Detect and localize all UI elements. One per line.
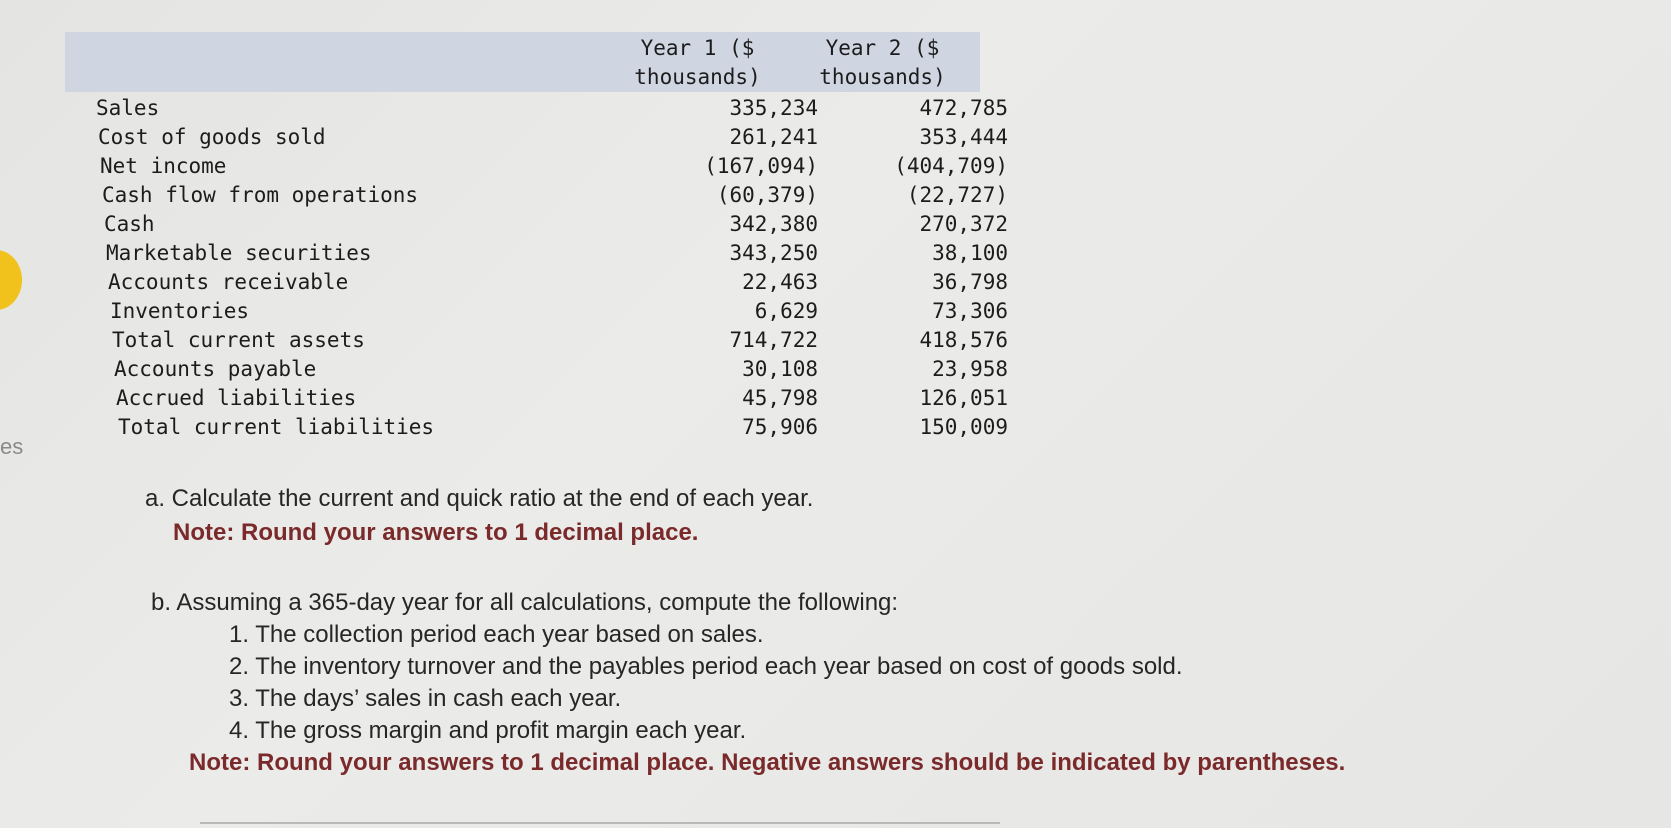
row-label: Cash flow from operations xyxy=(102,183,419,207)
row-label: Inventories xyxy=(110,299,250,323)
row-value-year1: 22,463 xyxy=(742,270,818,294)
question-b-item-3: 3. The days’ sales in cash each year. xyxy=(229,685,622,712)
row-label: Accounts payable xyxy=(114,357,317,381)
row-value-year2: 472,785 xyxy=(919,96,1008,120)
row-value-year1: (167,094) xyxy=(704,154,818,178)
row-value-year2: 38,100 xyxy=(932,241,1008,265)
question-b-item-4: 4. The gross margin and profit margin each year. xyxy=(229,717,747,744)
yellow-sticker xyxy=(0,250,22,310)
row-value-year2: 150,009 xyxy=(919,415,1008,439)
question-b-text: b. Assuming a 365-day year for all calculations, compute the following: xyxy=(151,589,899,616)
row-value-year1: 75,906 xyxy=(742,415,818,439)
row-label: Cost of goods sold xyxy=(98,125,326,149)
row-value-year1: 343,250 xyxy=(729,241,818,265)
table-row-cogs xyxy=(65,123,1008,152)
row-value-year2: (22,727) xyxy=(906,183,1008,207)
edge-fragment-text: es xyxy=(0,434,24,459)
question-a-text: a. Calculate the current and quick ratio at the end of each year. xyxy=(145,485,814,512)
table-row-cash-flow xyxy=(65,181,1008,210)
header-year1: Year 1 ($ thousands) xyxy=(634,36,761,89)
table-row-marketable-securities xyxy=(65,239,1008,268)
table-row-accrued-liabilities xyxy=(65,384,1008,413)
table-row-inventories xyxy=(65,297,1008,326)
row-value-year2: (404,709) xyxy=(894,154,1008,178)
row-label: Accrued liabilities xyxy=(116,386,357,410)
table-row-total-current-assets xyxy=(65,326,1008,355)
bottom-divider xyxy=(200,822,1000,824)
question-b-note: Note: Round your answers to 1 decimal place. Negative answers should be indicated by parentheses. xyxy=(189,749,1346,776)
row-value-year1: 30,108 xyxy=(742,357,818,381)
table-row-net-income xyxy=(65,152,1008,181)
header-year2: Year 2 ($ thousands) xyxy=(819,36,946,89)
row-value-year1: 6,629 xyxy=(754,299,818,323)
row-value-year2: 418,576 xyxy=(919,328,1008,352)
row-label: Net income xyxy=(100,154,227,178)
row-label: Total current assets xyxy=(112,328,365,352)
row-value-year2: 23,958 xyxy=(932,357,1008,381)
row-value-year1: 342,380 xyxy=(729,212,818,236)
row-value-year2: 36,798 xyxy=(932,270,1008,294)
row-value-year1: 714,722 xyxy=(729,328,818,352)
row-label: Marketable securities xyxy=(106,241,372,265)
table-row-accounts-payable xyxy=(65,355,1008,384)
row-value-year1: (60,379) xyxy=(716,183,818,207)
table-row-accounts-receivable xyxy=(65,268,1008,297)
table-row-cash xyxy=(65,210,1008,239)
row-value-year1: 335,234 xyxy=(729,96,818,120)
row-value-year2: 73,306 xyxy=(932,299,1008,323)
table-row-sales xyxy=(65,94,1008,123)
row-value-year2: 353,444 xyxy=(919,125,1008,149)
row-value-year1: 261,241 xyxy=(729,125,818,149)
question-b-item-1: 1. The collection period each year based on sales. xyxy=(229,621,764,648)
row-value-year1: 45,798 xyxy=(742,386,818,410)
table-row-total-current-liabilities xyxy=(65,413,1008,442)
row-label: Cash xyxy=(104,212,155,236)
question-b-item-2: 2. The inventory turnover and the payables period each year based on cost of goods sold. xyxy=(229,653,1183,680)
row-label: Sales xyxy=(96,96,160,120)
question-a-note: Note: Round your answers to 1 decimal place. xyxy=(173,519,699,546)
row-value-year2: 126,051 xyxy=(919,386,1008,410)
row-label: Accounts receivable xyxy=(108,270,349,294)
row-value-year2: 270,372 xyxy=(919,212,1008,236)
row-label: Total current liabilities xyxy=(118,415,435,439)
